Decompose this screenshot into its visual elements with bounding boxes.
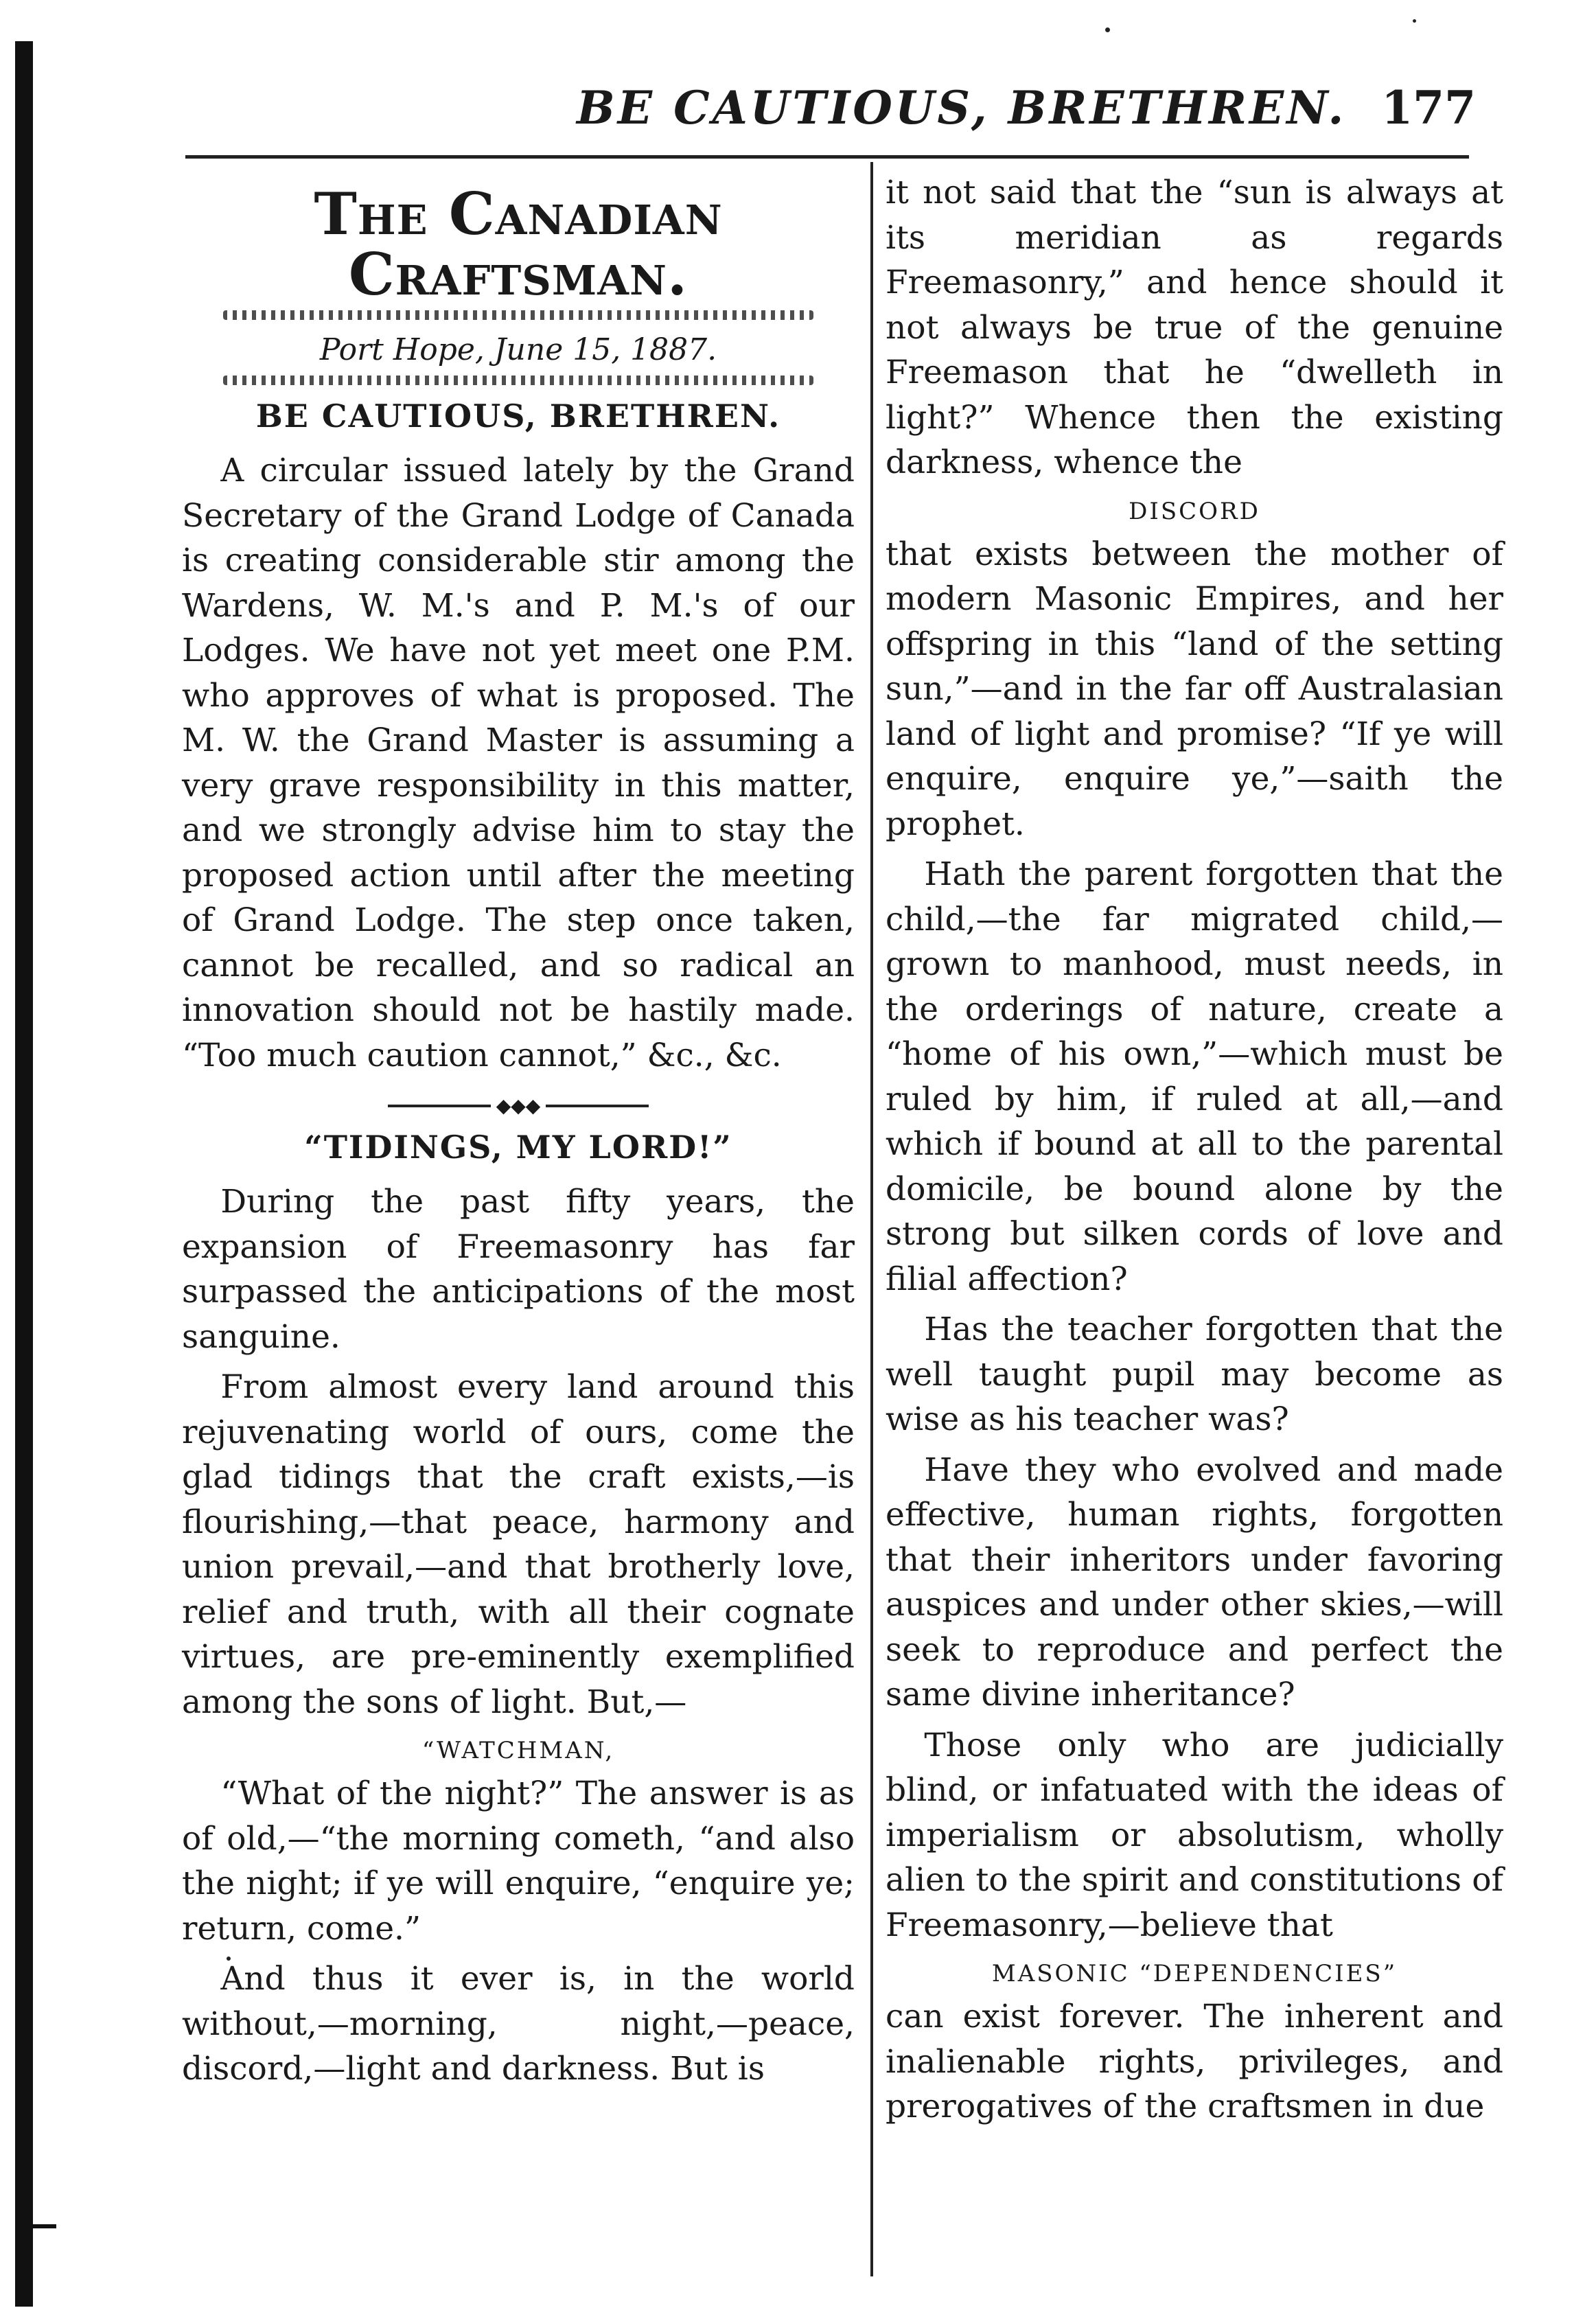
article-paragraph: Those only who are judicially blind, or infatuated with the ideas of imperialism or absolutism, wholly alien to the spirit and constitutions of Freemasonry,—believe that: [886, 1726, 1503, 1944]
article-paragraph: From almost every land around this rejuvenating world of ours, come the glad tidings that the craft exists,—is flourishing,—that peace, harmony and union prevail,—and that brotherly love, relief and truth, with all their cognate virtues, are pre-eminently exemplified among the sons of light. But,—: [182, 1368, 855, 1721]
page-header: [192, 81, 1483, 157]
running-title: BE CAUTIOUS, BRETHREN.: [577, 81, 1347, 135]
print-speck: [1413, 19, 1416, 23]
subheading: “WATCHMAN,: [421, 1737, 615, 1765]
article-paragraph: And thus it ever is, in the world without,—morning, night,—peace, discord,—light and darkness. But is: [182, 1960, 855, 2088]
page-number: 177: [1381, 81, 1476, 135]
masthead: The Canadian Craftsman.: [314, 180, 723, 309]
article-paragraph: A circular issued lately by the Grand Secretary of the Grand Lodge of Canada is creating considerable stir among the Wardens, W. M.'s and P. M.'s of our Lodges. We have not yet meet one P.M. who approves of what is proposed. The M. W. the Grand Master is assuming a very grave responsibility in this matter, and we strongly advise him to stay the proposed action until after the meeting of Grand Lodge. The step once taken, cannot be recalled, and so radical an innovation should not be hastily made. “Too much caution cannot,” &c., &c.: [182, 452, 855, 1074]
header-rule: [185, 155, 1469, 159]
right-column: [886, 170, 1503, 2135]
subheading: DISCORD: [1129, 497, 1260, 525]
article-paragraph: can exist forever. The inherent and inalienable rights, privileges, and prerogatives of the craftsmen in due: [886, 1998, 1503, 2125]
article-paragraph: Has the teacher forgotten that the well taught pupil may become as wise as his teacher was?: [886, 1311, 1503, 1438]
wavy-rule: [223, 376, 813, 385]
article-heading: BE CAUTIOUS, BRETHREN.: [255, 397, 781, 435]
binding-mark: [33, 2224, 56, 2228]
article-paragraph: Have they who evolved and made effective, human rights, forgotten that their inheritors under favoring auspices and under other skies,—will seek to reproduce and perfect the same divine inheritance?: [886, 1451, 1503, 1713]
print-speck: [1105, 27, 1110, 32]
article-paragraph: it not said that the “sun is always at its meridian as regards Freemasonry,” and hence should it not always be true of the genuine Freemason that he “dwelleth in light?” Whence then the existing darkness, whence the: [886, 174, 1503, 481]
dateline: Port Hope, June 15, 1887.: [319, 332, 717, 368]
section-ornament: ◆◆◆: [388, 1096, 649, 1116]
column-divider: [870, 162, 873, 2276]
left-column: [182, 172, 855, 2097]
article-paragraph: that exists between the mother of modern Masonic Empires, and her offspring in this “land of the setting sun,”—and in the far off Australasian land of light and promise? “If ye will enquire, enquire ye,”—saith the prophet.: [886, 535, 1503, 843]
subheading: MASONIC “DEPENDENCIES”: [991, 1960, 1398, 1987]
article-heading: “TIDINGS, MY LORD!”: [304, 1129, 732, 1166]
wavy-rule: [223, 310, 813, 320]
binding-edge: [15, 41, 33, 2307]
article-paragraph: During the past fifty years, the expansion of Freemasonry has far surpassed the anticipations of the most sanguine.: [182, 1183, 855, 1356]
article-paragraph: “What of the night?” The answer is as of old,—“the morning cometh, “and also the night; if ye will enquire, “enquire ye; return, come.”: [182, 1775, 855, 1948]
article-paragraph: Hath the parent forgotten that the child,—the far migrated child,—grown to manhood, must needs, in the orderings of nature, create a “home of his own,”—which must be ruled by him, if ruled at all,—and which if bound at all to the parental domicile, be bound alone by the strong but silken cords of love and filial affection?: [886, 855, 1503, 1298]
